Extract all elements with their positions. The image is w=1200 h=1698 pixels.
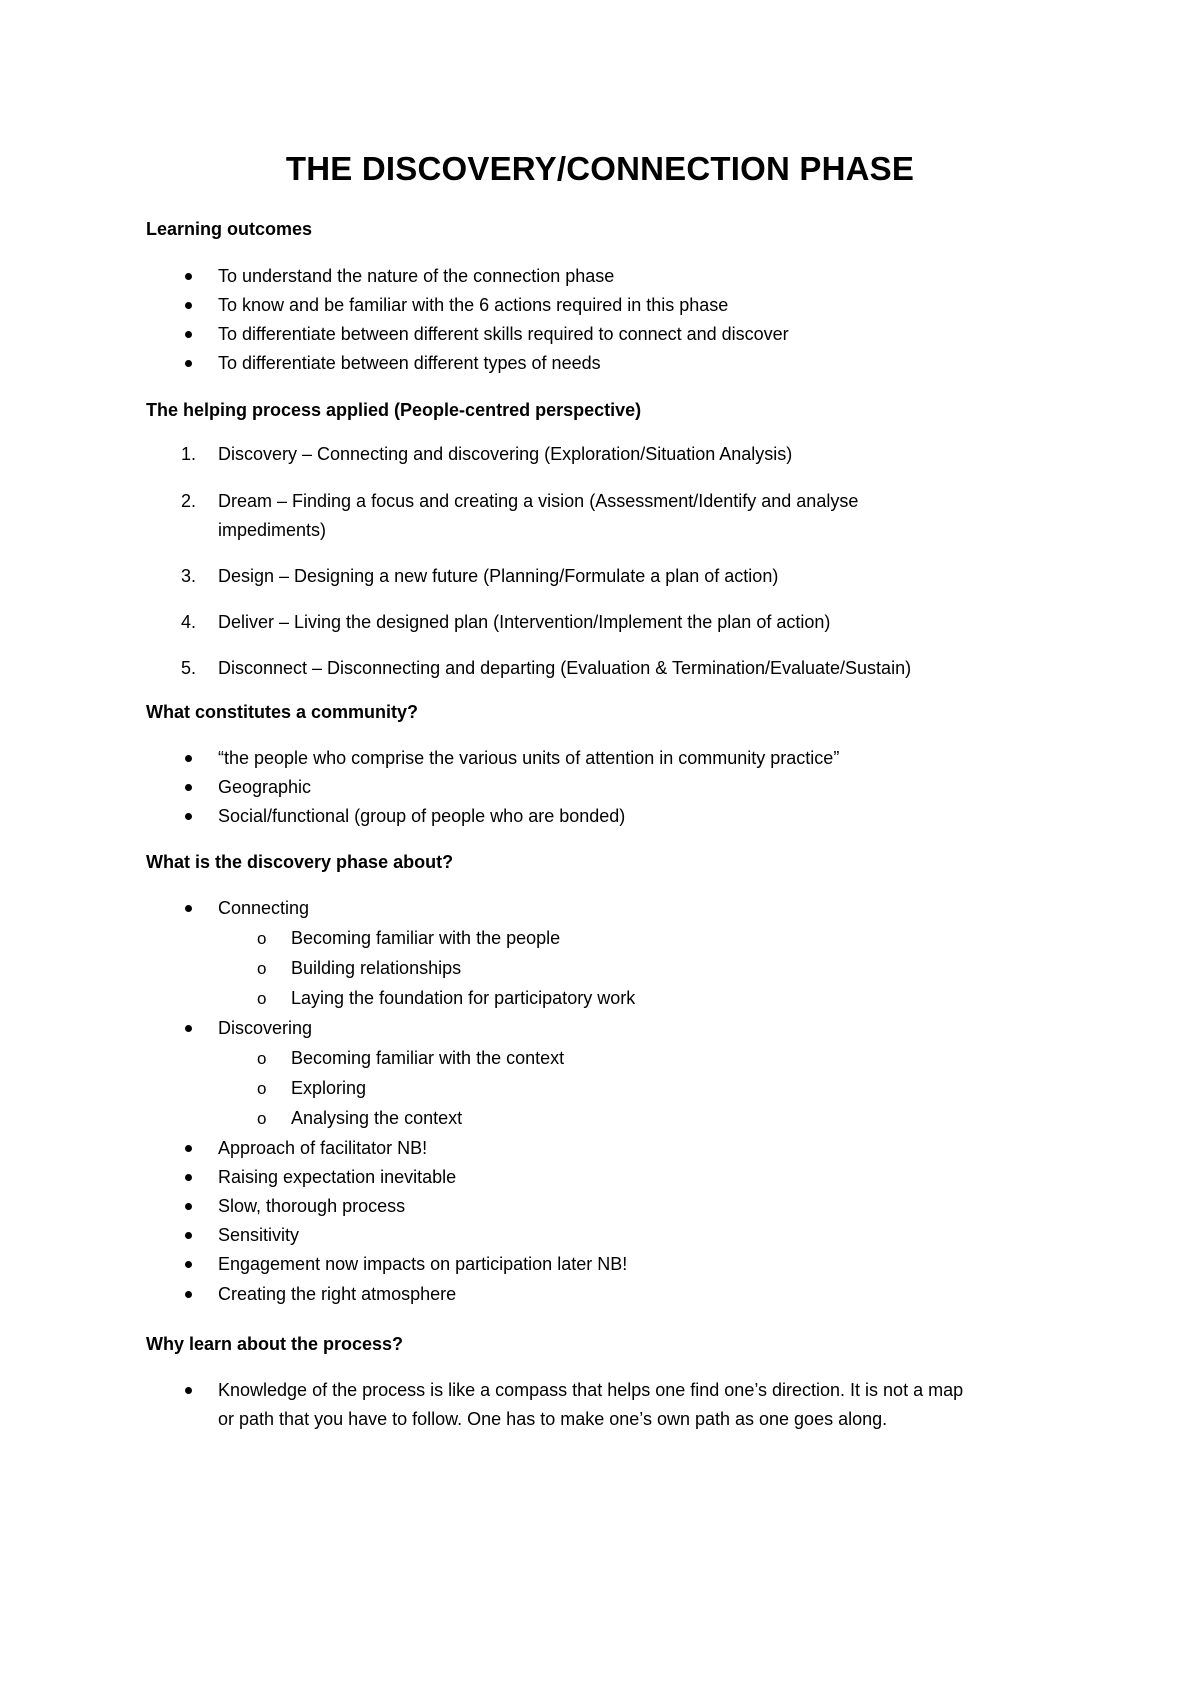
bullet-icon bbox=[185, 1232, 192, 1239]
bullet-icon bbox=[185, 755, 192, 762]
list-item-text: Raising expectation inevitable bbox=[218, 1167, 457, 1187]
bullet-icon bbox=[185, 1291, 192, 1298]
list-item-text: Geographic bbox=[218, 777, 312, 797]
discovery-phase-heading: What is the discovery phase about? bbox=[146, 852, 454, 872]
list-item-text: Dream – Finding a focus and creating a vision (Assessment/Identify and analyse bbox=[218, 491, 859, 511]
list-item-text: Engagement now impacts on participation later NB! bbox=[218, 1254, 628, 1274]
circle-bullet-icon: o bbox=[257, 1049, 267, 1068]
list-item-text: To differentiate between different skills required to connect and discover bbox=[218, 324, 789, 344]
bullet-icon bbox=[185, 1025, 192, 1032]
page-title: THE DISCOVERY/CONNECTION PHASE bbox=[285, 150, 915, 187]
bullet-icon bbox=[185, 273, 192, 280]
list-item-text: Discovering bbox=[218, 1018, 313, 1038]
bullet-icon bbox=[185, 813, 192, 820]
list-item-text: Discovery – Connecting and discovering (Exploration/Situation Analysis) bbox=[218, 444, 793, 464]
list-item-text: To differentiate between different types of needs bbox=[218, 353, 601, 373]
list-item-text: “the people who comprise the various units of attention in community practice” bbox=[218, 748, 840, 768]
item-number: 1. bbox=[181, 444, 197, 464]
list-item-text-continued: impediments) bbox=[218, 520, 327, 540]
circle-bullet-icon: o bbox=[257, 1109, 267, 1128]
community-heading: What constitutes a community? bbox=[146, 702, 419, 722]
list-item-text: Disconnect – Disconnecting and departing (Evaluation & Termination/Evaluate/Sustain) bbox=[218, 658, 912, 678]
bullet-icon bbox=[185, 331, 192, 338]
sub-list-item-text: Becoming familiar with the context bbox=[291, 1048, 565, 1068]
bullet-icon bbox=[185, 1261, 192, 1268]
list-item-text: To know and be familiar with the 6 actions required in this phase bbox=[218, 295, 729, 315]
bullet-icon bbox=[185, 302, 192, 309]
learning-outcomes-heading: Learning outcomes bbox=[146, 219, 313, 239]
why-learn-heading: Why learn about the process? bbox=[146, 1334, 404, 1354]
circle-bullet-icon: o bbox=[257, 989, 267, 1008]
item-number: 2. bbox=[181, 491, 197, 511]
list-item-text: Design – Designing a new future (Planning/Formulate a plan of action) bbox=[218, 566, 779, 586]
circle-bullet-icon: o bbox=[257, 929, 267, 948]
list-item-text: Sensitivity bbox=[218, 1225, 300, 1245]
list-item-text: Deliver – Living the designed plan (Intervention/Implement the plan of action) bbox=[218, 612, 831, 632]
bullet-icon bbox=[185, 1203, 192, 1210]
sub-list-item-text: Building relationships bbox=[291, 958, 462, 978]
sub-list-item-text: Exploring bbox=[291, 1078, 367, 1098]
bullet-icon bbox=[185, 905, 192, 912]
sub-list-item-text: Laying the foundation for participatory work bbox=[291, 988, 636, 1008]
item-number: 5. bbox=[181, 658, 197, 678]
list-item-text-continued: or path that you have to follow. One has to make one’s own path as one goes along. bbox=[218, 1409, 888, 1429]
item-number: 3. bbox=[181, 566, 197, 586]
list-item-text: Connecting bbox=[218, 898, 310, 918]
bullet-icon bbox=[185, 1387, 192, 1394]
circle-bullet-icon: o bbox=[257, 1079, 267, 1098]
list-item-text: To understand the nature of the connection phase bbox=[218, 266, 615, 286]
bullet-icon bbox=[185, 360, 192, 367]
list-item-text: Social/functional (group of people who are bonded) bbox=[218, 806, 626, 826]
list-item-text: Approach of facilitator NB! bbox=[218, 1138, 428, 1158]
helping-process-heading: The helping process applied (People-centred perspective) bbox=[146, 400, 642, 420]
bullet-icon bbox=[185, 1145, 192, 1152]
bullet-icon bbox=[185, 784, 192, 791]
list-item-text: Slow, thorough process bbox=[218, 1196, 406, 1216]
sub-list-item-text: Analysing the context bbox=[291, 1108, 463, 1128]
sub-list-item-text: Becoming familiar with the people bbox=[291, 928, 561, 948]
bullet-icon bbox=[185, 1174, 192, 1181]
circle-bullet-icon: o bbox=[257, 959, 267, 978]
list-item-text: Knowledge of the process is like a compass that helps one find one’s direction. It is not a map bbox=[218, 1380, 964, 1400]
list-item-text: Creating the right atmosphere bbox=[218, 1284, 457, 1304]
item-number: 4. bbox=[181, 612, 197, 632]
